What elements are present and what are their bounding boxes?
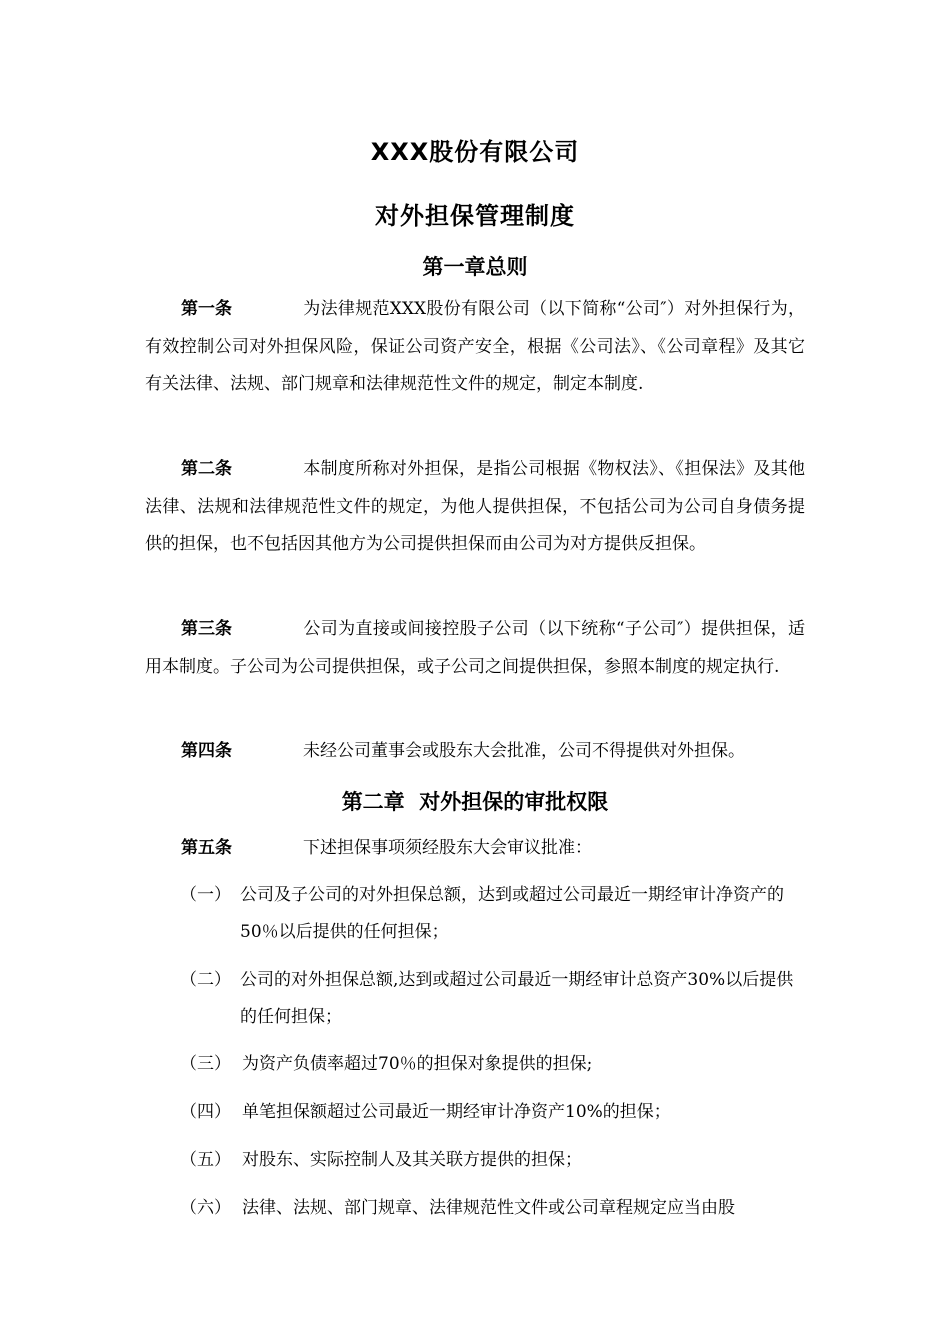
article-1	[145, 291, 805, 404]
list-item-number: （二）	[180, 970, 231, 990]
article-label: 第四条	[181, 741, 232, 761]
list-item-text: 公司的对外担保总额,达到或超过公司最近一期经审计总资产30%以后提供的任何担保；	[240, 970, 794, 1027]
article-label: 第二条	[181, 459, 232, 479]
article-label: 第一条	[181, 299, 232, 319]
article-label: 第三条	[181, 619, 232, 639]
list-item	[180, 1190, 810, 1227]
chapter-2-title: 第二章 对外担保的审批权限	[341, 790, 609, 814]
article-label: 第五条	[181, 838, 232, 858]
list-item-number: （四）	[180, 1102, 231, 1122]
article-text: 下述担保事项须经股东大会审议批准：	[303, 838, 592, 858]
list-item	[180, 962, 810, 1036]
company-name: XXX股份有限公司	[370, 138, 580, 166]
chapter-1-title: 第一章总则	[422, 255, 528, 279]
list-item	[180, 1046, 810, 1083]
list-item-number: （五）	[180, 1150, 231, 1170]
list-item-number: （六）	[180, 1198, 231, 1218]
list-item-text: 为资产负债率超过70％的担保对象提供的担保;	[242, 1054, 593, 1074]
article-5	[145, 830, 805, 868]
list-item	[180, 877, 810, 951]
list-item	[180, 1094, 810, 1131]
article-2	[145, 451, 805, 564]
list-item-text: 公司及子公司的对外担保总额，达到或超过公司最近一期经审计净资产的50％以后提供的任何担保；	[240, 885, 784, 942]
list-item-text: 法律、法规、部门规章、法律规范性文件或公司章程规定应当由股	[242, 1198, 735, 1218]
article-text: 为法律规范XXX股份有限公司（以下简称“公司″）对外担保行为，有效控制公司对外担保风险，保证公司资产安全，根据《公司法》、《公司章程》及其它有关法律、法规、部门规章和法律规范性文件的规定，制定本制度.	[145, 299, 805, 394]
article-4	[145, 733, 805, 771]
article-3	[145, 611, 805, 686]
list-item-text: 单笔担保额超过公司最近一期经审计净资产10%的担保；	[242, 1102, 671, 1122]
list-item-number: （三）	[180, 1054, 231, 1074]
list-item-text: 对股东、实际控制人及其关联方提供的担保；	[242, 1150, 582, 1170]
list-item	[180, 1142, 810, 1179]
article-text: 公司为直接或间接控股子公司（以下统称“子公司″）提供担保，适用本制度。子公司为公司提供担保，或子公司之间提供担保，参照本制度的规定执行.	[145, 619, 805, 677]
document-title: 对外担保管理制度	[375, 202, 575, 230]
article-text: 本制度所称对外担保，是指公司根据《物权法》、《担保法》及其他法律、法规和法律规范性文件的规定，为他人提供担保，不包括公司为公司自身债务提供的担保，也不包括因其他方为公司提供担保而由公司为对方提供反担保。	[145, 459, 805, 554]
list-item-number: （一）	[180, 885, 231, 905]
article-text: 未经公司董事会或股东大会批准，公司不得提供对外担保。	[303, 741, 745, 761]
